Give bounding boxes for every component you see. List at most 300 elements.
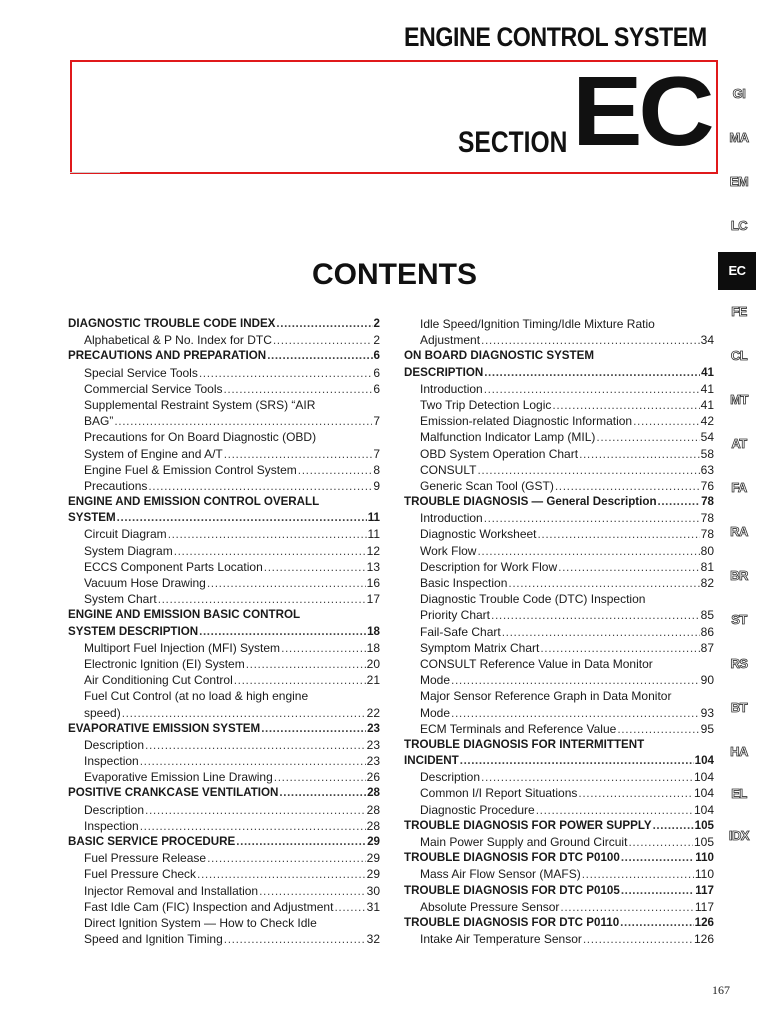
toc-entry[interactable] [404, 446, 714, 462]
toc-entry-title: BASIC SERVICE PROCEDURE [68, 835, 236, 848]
side-tab-gi[interactable]: GI [732, 86, 746, 101]
toc-entry[interactable] [68, 624, 380, 640]
leader-dots [264, 559, 366, 575]
toc-entry[interactable] [404, 413, 714, 429]
toc-entry[interactable] [404, 510, 714, 526]
toc-entry[interactable] [404, 559, 714, 575]
leader-dots [140, 753, 366, 769]
toc-entry[interactable] [404, 365, 714, 381]
side-tab-ra[interactable]: RA [730, 524, 748, 539]
toc-entry-title: Fuel Pressure Release [84, 851, 207, 866]
toc-entry-title: Idle Speed/Ignition Timing/Idle Mixture Ratio [420, 317, 655, 331]
toc-entry-title: Malfunction Indicator Lamp (MIL) [420, 430, 596, 445]
toc-entry-page: 2 [373, 333, 380, 348]
toc-entry-page: 26 [366, 770, 380, 785]
toc-entry-page: 6 [373, 349, 380, 363]
toc-entry-title: Alphabetical & P No. Index for DTC [84, 333, 272, 348]
side-tab-el[interactable]: EL [731, 786, 747, 801]
toc-entry-title: speed) [84, 705, 121, 720]
leader-dots [481, 332, 700, 348]
toc-entry[interactable] [404, 802, 714, 818]
leader-dots [536, 802, 693, 818]
section-label: SECTION [458, 126, 568, 159]
toc-entry-title: Common I/I Report Situations [420, 786, 578, 801]
toc-entry-title: System Chart [84, 592, 157, 607]
toc-entry-title: BAG” [84, 414, 114, 429]
leader-dots [451, 705, 700, 721]
toc-entry-page: 16 [366, 576, 380, 590]
toc-entry-page: 11 [367, 511, 380, 525]
toc-entry[interactable] [68, 446, 380, 462]
toc-entry-page: 42 [700, 414, 714, 429]
toc-entry-title: Diagnostic Worksheet [420, 527, 537, 542]
toc-right-column [404, 316, 714, 947]
leader-dots [148, 478, 372, 494]
toc-entry-title: ECM Terminals and Reference Value [420, 721, 617, 736]
leader-dots [224, 381, 373, 397]
toc-entry[interactable] [404, 818, 714, 834]
toc-entry[interactable] [404, 834, 714, 850]
toc-entry-page: 6 [373, 365, 380, 380]
toc-entry[interactable] [404, 688, 714, 704]
toc-entry-title: Absolute Pressure Sensor [420, 899, 560, 914]
leader-dots [207, 850, 366, 866]
toc-entry-title: Inspection [84, 818, 139, 833]
toc-entry[interactable] [404, 607, 714, 623]
toc-entry-title: Emission-related Diagnostic Information [420, 414, 633, 429]
side-tab-bt[interactable]: BT [730, 700, 748, 715]
leader-dots [122, 705, 366, 721]
toc-entry[interactable] [404, 915, 714, 931]
toc-entry-page: 104 [693, 770, 714, 785]
leader-dots [484, 510, 700, 526]
toc-entry[interactable] [404, 429, 714, 445]
side-tab-ha[interactable]: HA [730, 744, 748, 759]
side-tab-fa[interactable]: FA [731, 480, 747, 495]
leader-dots [552, 397, 699, 413]
toc-entry[interactable] [404, 575, 714, 591]
toc-entry[interactable] [68, 915, 380, 931]
toc-entry[interactable] [68, 785, 380, 801]
toc-entry-title: ENGINE AND EMISSION BASIC CONTROL [68, 608, 301, 622]
toc-entry[interactable] [404, 737, 714, 753]
toc-entry-title: Diagnostic Procedure [420, 802, 535, 817]
toc-entry-title: SYSTEM [68, 511, 116, 525]
toc-entry-page: 8 [373, 462, 380, 477]
toc-entry[interactable] [68, 332, 380, 348]
toc-entry[interactable] [404, 899, 714, 915]
toc-entry[interactable] [68, 559, 380, 575]
toc-entry-title: TROUBLE DIAGNOSIS FOR DTC P0105 [404, 883, 620, 897]
toc-entry-page: 34 [700, 333, 714, 348]
toc-entry-title: EVAPORATIVE EMISSION SYSTEM [68, 721, 261, 735]
leader-dots [583, 931, 693, 947]
leader-dots [298, 462, 373, 478]
toc-entry-title: Engine Fuel & Emission Control System [84, 462, 297, 477]
toc-entry[interactable] [68, 397, 380, 413]
toc-entry[interactable] [68, 543, 380, 559]
header-title: ENGINE CONTROL SYSTEM [404, 22, 707, 52]
toc-entry[interactable] [68, 316, 380, 332]
toc-entry-title: DIAGNOSTIC TROUBLE CODE INDEX [68, 317, 276, 330]
toc-entry-title: Introduction [420, 511, 483, 526]
leader-dots [555, 478, 700, 494]
toc-left-column [68, 316, 380, 947]
toc-entry-page: 41 [700, 381, 714, 396]
toc-entry-title: ECCS Component Parts Location [84, 559, 263, 574]
toc-entry[interactable] [404, 462, 714, 478]
leader-dots [460, 753, 694, 769]
leader-dots [653, 818, 694, 834]
toc-entry-title: Mode [420, 705, 451, 720]
toc-entry[interactable] [404, 753, 714, 769]
leader-dots [199, 624, 366, 640]
toc-entry-page: 82 [700, 576, 714, 590]
leader-dots [224, 931, 366, 947]
toc-entry-title: Injector Removal and Installation [84, 883, 259, 898]
toc-entry-page: 95 [700, 721, 714, 736]
toc-entry-page: 126 [693, 932, 714, 947]
toc-entry[interactable] [68, 365, 380, 381]
toc-entry[interactable] [404, 494, 714, 510]
toc-entry-page: 80 [700, 543, 714, 558]
toc-entry[interactable] [404, 721, 714, 737]
toc-entry-page: 117 [695, 883, 714, 897]
toc-entry-title: Inspection [84, 754, 139, 769]
toc-entry-page: 28 [367, 786, 380, 800]
toc-entry[interactable] [404, 478, 714, 494]
toc-entry-page: 23 [366, 754, 380, 769]
toc-entry-page: 104 [694, 754, 714, 768]
toc-entry[interactable] [404, 397, 714, 413]
toc-entry[interactable] [68, 688, 380, 704]
toc-entry-page: 11 [367, 527, 380, 542]
toc-entry-title: Description [420, 770, 481, 785]
toc-entry[interactable] [404, 931, 714, 947]
toc-entry[interactable] [68, 607, 380, 623]
toc-entry-title: Circuit Diagram [84, 527, 167, 542]
toc-entry[interactable] [68, 931, 380, 947]
side-tab-mt[interactable]: MT [730, 392, 748, 407]
leader-dots [477, 543, 699, 559]
toc-entry-page: 110 [695, 851, 714, 865]
toc-entry-title: INCIDENT [404, 754, 459, 768]
toc-entry-title: OBD System Operation Chart [420, 446, 579, 461]
toc-entry[interactable] [68, 802, 380, 818]
toc-entry-title: Speed and Ignition Timing [84, 932, 223, 947]
toc-entry-page: 110 [694, 867, 714, 882]
toc-entry-page: 54 [700, 430, 714, 445]
toc-entry-title: Generic Scan Tool (GST) [420, 478, 554, 493]
leader-dots [491, 607, 700, 623]
toc-entry-title: POSITIVE CRANKCASE VENTILATION [68, 786, 279, 800]
toc-entry[interactable] [68, 656, 380, 672]
toc-entry-title: PRECAUTIONS AND PREPARATION [68, 349, 267, 363]
toc-entry-page: 76 [700, 478, 714, 493]
toc-entry[interactable] [404, 332, 714, 348]
toc-entry-title: Commercial Service Tools [84, 381, 223, 396]
toc-entry[interactable] [404, 526, 714, 542]
toc-entry-title: Introduction [420, 381, 483, 396]
toc-entry-title: Fast Idle Cam (FIC) Inspection and Adjustment [84, 899, 334, 914]
toc-entry-title: Basic Inspection [420, 576, 508, 590]
side-tab-st[interactable]: ST [731, 612, 747, 627]
leader-dots [617, 721, 699, 737]
toc-entry-title: CONSULT Reference Value in Data Monitor [420, 656, 653, 671]
leader-dots [140, 818, 366, 834]
header-rule [70, 172, 120, 173]
toc-entry[interactable] [404, 543, 714, 559]
toc-entry[interactable] [404, 785, 714, 801]
toc-entry-page: 104 [693, 786, 714, 801]
leader-dots [279, 785, 366, 801]
toc-entry[interactable] [68, 818, 380, 834]
toc-entry-page: 29 [366, 867, 380, 882]
side-tab-cl[interactable]: CL [730, 348, 748, 363]
toc-entry-title: Direct Ignition System — How to Check Idle [84, 915, 317, 930]
toc-entry-page: 28 [366, 802, 380, 817]
toc-entry-page: 58 [700, 446, 714, 461]
leader-dots [621, 883, 694, 899]
toc-entry-page: 13 [366, 559, 380, 574]
toc-entry-page: 105 [693, 835, 714, 849]
leader-dots [540, 640, 699, 656]
side-tab-ec[interactable]: EC [718, 252, 756, 290]
toc-entry-title: Intake Air Temperature Sensor [420, 932, 582, 947]
toc-entry-page: 2 [373, 317, 380, 330]
toc-entry-title: TROUBLE DIAGNOSIS FOR DTC P0100 [404, 851, 620, 865]
toc-entry[interactable] [68, 348, 380, 364]
toc-entry-title: CONSULT [420, 462, 477, 477]
toc-entry-title: Work Flow [420, 543, 477, 558]
toc-entry[interactable] [68, 591, 380, 607]
toc-entry[interactable] [404, 348, 714, 364]
leader-dots [484, 381, 700, 397]
toc-entry-title: Two Trip Detection Logic [420, 397, 552, 412]
leader-dots [145, 802, 366, 818]
toc-entry-page: 22 [366, 705, 380, 720]
toc-entry[interactable] [68, 478, 380, 494]
toc-entry[interactable] [404, 316, 714, 332]
toc-entry-title: Major Sensor Reference Graph in Data Monitor [420, 689, 672, 704]
toc-entry[interactable] [68, 899, 380, 915]
leader-dots [117, 510, 367, 526]
toc-entry-page: 78 [701, 495, 714, 509]
toc-entry-title: Adjustment [420, 333, 481, 348]
leader-dots [261, 721, 366, 737]
toc-entry[interactable] [404, 883, 714, 899]
toc-entry[interactable] [68, 769, 380, 785]
toc-entry-title: Mass Air Flow Sensor (MAFS) [420, 867, 581, 882]
toc-entry-title: Description [84, 737, 145, 752]
toc-entry[interactable] [68, 866, 380, 882]
leader-dots [620, 915, 693, 931]
toc-entry-page: 20 [366, 656, 380, 671]
toc-entry[interactable] [68, 429, 380, 445]
toc-entry-page: 117 [694, 899, 714, 914]
toc-entry-page: 41 [701, 365, 714, 379]
toc-entry-title: Electronic Ignition (EI) System [84, 656, 245, 671]
leader-dots [628, 834, 693, 850]
toc-entry[interactable] [404, 672, 714, 688]
leader-dots [502, 624, 700, 640]
toc-entry[interactable] [404, 624, 714, 640]
toc-entry-title: ON BOARD DIAGNOSTIC SYSTEM [404, 349, 595, 363]
toc-entry[interactable] [68, 883, 380, 899]
toc-entry-title: Precautions [84, 478, 148, 493]
toc-entry-title: Supplemental Restraint System (SRS) “AIR [84, 397, 316, 412]
leader-dots [267, 348, 372, 364]
toc-entry[interactable] [68, 575, 380, 591]
leader-dots [274, 769, 366, 785]
toc-entry-page: 23 [367, 721, 380, 735]
side-tab-idx[interactable]: IDX [728, 828, 750, 843]
toc-entry-page: 63 [700, 462, 714, 477]
toc-entry-page: 78 [700, 527, 714, 542]
toc-entry[interactable] [404, 850, 714, 866]
toc-entry-title: Fuel Cut Control (at no load & high engine [84, 689, 309, 704]
toc-entry[interactable] [68, 705, 380, 721]
toc-entry[interactable] [68, 381, 380, 397]
toc-entry-page: 87 [700, 640, 714, 655]
section-code: EC [572, 56, 711, 166]
toc-entry-page: 17 [366, 592, 380, 607]
leader-dots [276, 316, 372, 332]
leader-dots [579, 446, 700, 462]
toc-entry-title: DESCRIPTION [404, 365, 484, 379]
leader-dots [451, 672, 700, 688]
toc-entry-title: Symptom Matrix Chart [420, 640, 540, 655]
toc-entry-page: 7 [373, 414, 380, 429]
leader-dots [508, 575, 699, 591]
leader-dots [477, 462, 699, 478]
leader-dots [158, 591, 366, 607]
toc-entry[interactable] [404, 656, 714, 672]
toc-entry-title: System of Engine and A/T [84, 446, 223, 461]
toc-entry-page: 23 [366, 737, 380, 752]
toc-entry-title: Precautions for On Board Diagnostic (OBD) [84, 430, 317, 445]
leader-dots [484, 365, 700, 381]
toc-entry-title: TROUBLE DIAGNOSIS FOR POWER SUPPLY [404, 818, 652, 832]
toc-entry[interactable] [68, 413, 380, 429]
toc-entry[interactable] [68, 834, 380, 850]
toc-entry[interactable] [68, 721, 380, 737]
leader-dots [234, 672, 366, 688]
leader-dots [538, 526, 700, 542]
toc-entry-title: Priority Chart [420, 608, 491, 623]
toc-entry-page: 85 [700, 608, 714, 623]
toc-entry[interactable] [404, 705, 714, 721]
toc-entry[interactable] [68, 672, 380, 688]
toc-entry-page: 32 [366, 932, 380, 947]
toc-entry[interactable] [404, 866, 714, 882]
toc-entry-title: Multiport Fuel Injection (MFI) System [84, 640, 281, 655]
leader-dots [224, 446, 373, 462]
toc-entry-page: 90 [700, 673, 714, 688]
toc-entry[interactable] [68, 640, 380, 656]
contents-title: CONTENTS [312, 258, 477, 291]
leader-dots [334, 899, 365, 915]
side-tab-rs[interactable]: RS [730, 656, 748, 671]
toc-entry-page: 81 [700, 559, 714, 574]
toc-entry[interactable] [68, 737, 380, 753]
toc-entry[interactable] [68, 462, 380, 478]
leader-dots [199, 365, 372, 381]
leader-dots [560, 899, 693, 915]
toc-entry-title: TROUBLE DIAGNOSIS FOR DTC P0110 [404, 915, 620, 929]
toc-entry-page: 29 [367, 835, 380, 848]
side-tab-at[interactable]: AT [731, 436, 747, 451]
toc-entry-title: Diagnostic Trouble Code (DTC) Inspection [420, 592, 646, 607]
toc-entry-title: TROUBLE DIAGNOSIS — General Description [404, 495, 657, 509]
side-tab-fe[interactable]: FE [731, 304, 747, 319]
leader-dots [621, 850, 694, 866]
toc-entry-title: Description [84, 802, 145, 817]
toc-entry[interactable] [68, 850, 380, 866]
toc-entry-title: TROUBLE DIAGNOSIS FOR INTERMITTENT [404, 737, 645, 751]
leader-dots [582, 866, 694, 882]
toc-entry-page: 28 [366, 818, 380, 833]
toc-entry[interactable] [68, 526, 380, 542]
toc-entry[interactable] [404, 381, 714, 397]
toc-entry-page: 12 [366, 543, 380, 558]
toc-entry-title: Fail-Safe Chart [420, 624, 501, 639]
toc-entry-page: 126 [694, 915, 714, 929]
toc-entry-page: 93 [700, 705, 714, 720]
toc-entry-title: Description for Work Flow [420, 559, 558, 574]
toc-entry-title: Evaporative Emission Line Drawing [84, 770, 273, 785]
leader-dots [481, 769, 693, 785]
leader-dots [145, 737, 366, 753]
leader-dots [236, 834, 366, 850]
toc-entry[interactable] [68, 753, 380, 769]
leader-dots [273, 332, 372, 348]
toc-entry-page: 6 [373, 381, 380, 396]
page-number: 167 [712, 983, 730, 997]
leader-dots [633, 413, 700, 429]
toc-entry-page: 29 [366, 851, 380, 866]
leader-dots [174, 543, 366, 559]
leader-dots [578, 785, 693, 801]
toc-entry[interactable] [68, 494, 380, 510]
toc-entry-title: Special Service Tools [84, 365, 198, 380]
leader-dots [658, 494, 701, 510]
toc-entry-title: Main Power Supply and Ground Circuit [420, 835, 628, 849]
toc-entry[interactable] [404, 640, 714, 656]
toc-entry-page: 30 [366, 883, 380, 898]
toc-entry[interactable] [68, 510, 380, 526]
leader-dots [207, 575, 366, 591]
leader-dots [114, 413, 372, 429]
leader-dots [259, 883, 366, 899]
side-tab-br[interactable]: BR [730, 568, 748, 583]
toc-entry-title: SYSTEM DESCRIPTION [68, 624, 199, 638]
side-tab-lc[interactable]: LC [730, 218, 748, 233]
side-tab-em[interactable]: EM [729, 174, 749, 189]
leader-dots [281, 640, 366, 656]
toc-entry-title: ENGINE AND EMISSION CONTROL OVERALL [68, 495, 320, 509]
toc-entry-title: System Diagram [84, 543, 173, 558]
toc-entry-page: 7 [373, 446, 380, 461]
toc-entry-page: 78 [700, 511, 714, 526]
leader-dots [246, 656, 366, 672]
toc-entry-page: 105 [694, 818, 714, 832]
toc-entry[interactable] [404, 591, 714, 607]
side-tab-ma[interactable]: MA [729, 130, 749, 145]
toc-entry[interactable] [404, 769, 714, 785]
toc-entry-page: 18 [366, 640, 380, 655]
toc-entry-page: 21 [366, 673, 380, 688]
